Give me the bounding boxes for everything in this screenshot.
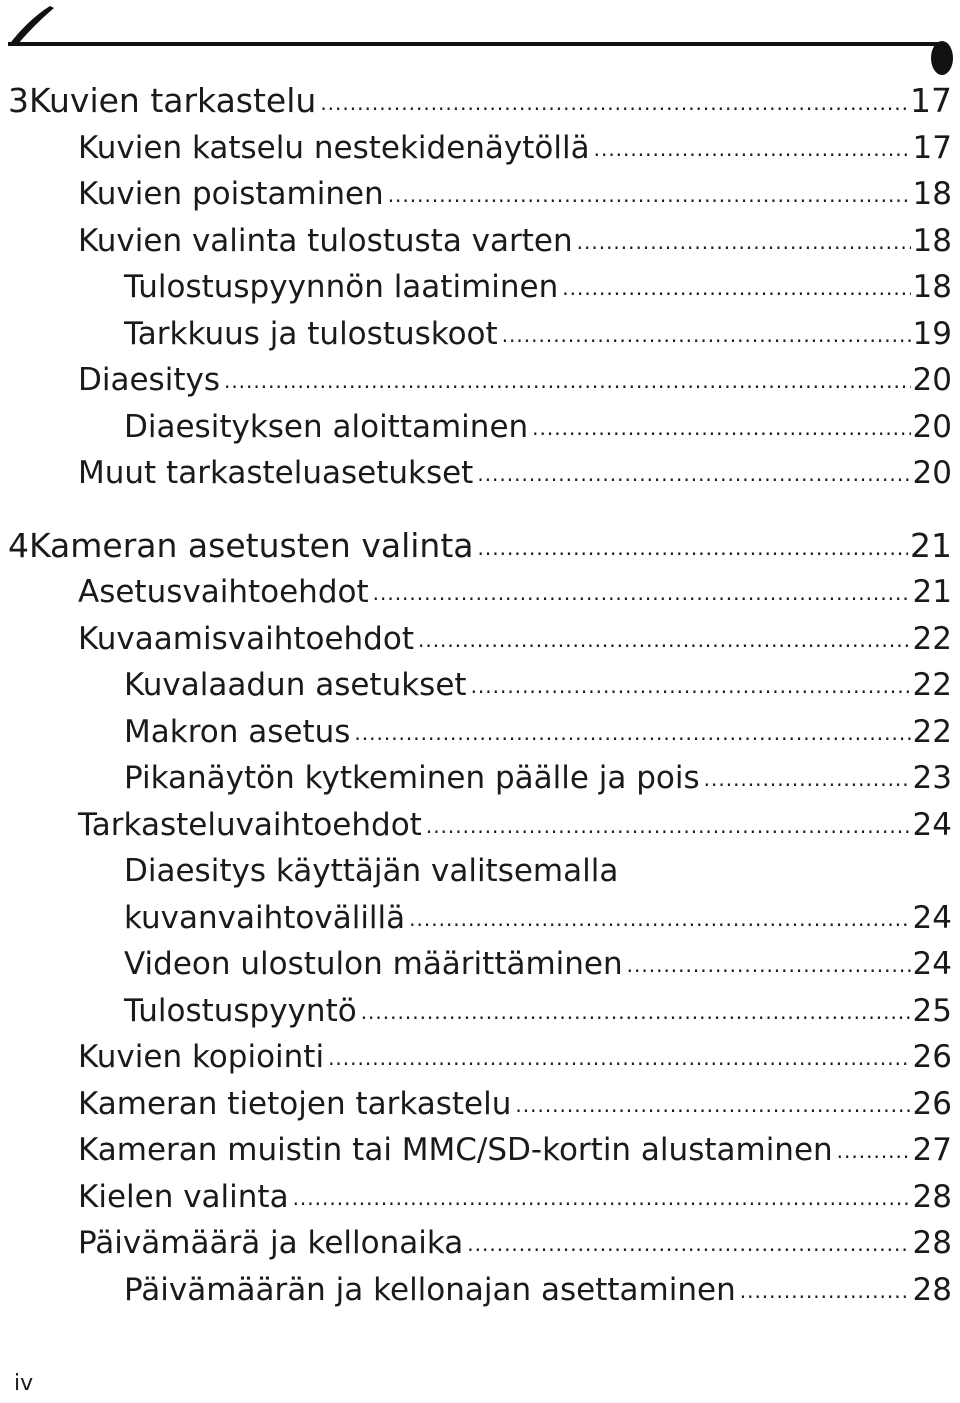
- toc-entry-row[interactable]: [78, 802, 952, 848]
- entry-title: Kuvaamisvaihtoehdot: [78, 620, 414, 657]
- page-number: 24: [912, 806, 952, 843]
- dot-leader: [328, 1035, 910, 1081]
- entry-title: Tulostuspyynnön laatiminen: [124, 269, 559, 305]
- toc-chapter-row[interactable]: [8, 523, 952, 569]
- toc-entry-row[interactable]: [124, 709, 952, 755]
- entry-title: Muut tarkasteluasetukset: [78, 455, 474, 491]
- dot-leader: [837, 1128, 911, 1174]
- toc-entry-row[interactable]: [78, 125, 952, 171]
- page-number: 18: [912, 176, 952, 212]
- toc-entry-row[interactable]: [78, 1034, 952, 1080]
- toc-entry-row[interactable]: [124, 1267, 952, 1313]
- toc-entry-row[interactable]: [124, 755, 952, 801]
- entry-title: Päivämäärän ja kellonajan asettaminen: [124, 1271, 736, 1308]
- page-number: 20: [912, 408, 952, 445]
- page-number: 18: [912, 222, 952, 259]
- toc-chapter-row[interactable]: [8, 78, 952, 124]
- dot-leader: [320, 80, 908, 126]
- dot-leader: [532, 405, 910, 451]
- page-number: 28: [912, 1271, 952, 1308]
- dot-leader: [740, 1268, 911, 1314]
- toc-entry-row[interactable]: [78, 450, 952, 496]
- dot-leader: [409, 896, 910, 942]
- toc-entry-row[interactable]: [78, 1174, 952, 1220]
- dot-leader: [224, 358, 911, 404]
- toc-entry-row[interactable]: [124, 264, 952, 310]
- page-number: 22: [912, 667, 952, 703]
- toc-entry-row[interactable]: [78, 1220, 952, 1266]
- entry-title: Kielen valinta: [78, 1178, 289, 1215]
- page-number: 20: [912, 362, 952, 398]
- entry-title: Diaesityksen aloittaminen: [124, 408, 529, 445]
- entry-title: Makron asetus: [124, 713, 351, 750]
- page-number: 28: [912, 1225, 952, 1261]
- page-number: 20: [912, 455, 952, 491]
- entry-title: Tarkasteluvaihtoehdot: [78, 806, 422, 843]
- header-line: [8, 42, 944, 46]
- entry-title: Kuvien katselu nestekidenäytöllä: [78, 129, 590, 166]
- entry-title: Videon ulostulon määrittäminen: [124, 946, 623, 982]
- page-number: 26: [912, 1085, 952, 1122]
- dot-leader: [477, 451, 910, 497]
- toc-entry-row[interactable]: [124, 988, 952, 1034]
- page-number: 26: [912, 1039, 952, 1075]
- page-number: 22: [912, 620, 952, 657]
- dot-leader: [418, 617, 911, 663]
- dot-leader: [426, 803, 911, 849]
- page-number: 28: [912, 1178, 952, 1215]
- dot-leader: [502, 312, 911, 358]
- toc-entry-row[interactable]: [124, 941, 952, 987]
- dot-leader: [373, 570, 911, 616]
- toc-entry-row[interactable]: [78, 616, 952, 662]
- entry-title: Kameran tietojen tarkastelu: [78, 1085, 512, 1122]
- dot-leader: [594, 126, 911, 172]
- page-number: 18: [912, 269, 952, 305]
- entry-title: Kuvalaadun asetukset: [124, 667, 467, 703]
- chapter-number: 4: [8, 525, 29, 565]
- page-number: 23: [912, 760, 952, 796]
- entry-title: Diaesitys: [78, 362, 220, 398]
- page-number: 21: [912, 574, 952, 610]
- toc-entry-row[interactable]: [78, 357, 952, 403]
- page-number: 17: [912, 129, 952, 166]
- toc-entry-row[interactable]: [78, 171, 952, 217]
- toc-entry-row[interactable]: [78, 218, 952, 264]
- toc-entry-row[interactable]: [78, 1081, 952, 1127]
- chapter-number: 3: [8, 81, 29, 120]
- toc-entry-row[interactable]: [78, 1127, 952, 1173]
- chapter-title: Kuvien tarkastelu: [29, 81, 317, 120]
- dot-leader: [704, 756, 911, 802]
- page-number: 19: [912, 315, 952, 352]
- page-number: 22: [912, 713, 952, 750]
- corner-swoosh: [8, 6, 54, 46]
- page-number: 21: [910, 525, 952, 565]
- dot-leader: [577, 219, 911, 265]
- toc-entry-row[interactable]: [124, 404, 952, 450]
- entry-title: kuvanvaihtovälillä: [124, 899, 406, 936]
- page-number: 27: [912, 1132, 952, 1168]
- page-number: 24: [912, 899, 952, 936]
- entry-title: Kameran muistin tai MMC/SD-kortin alustaminen: [78, 1132, 833, 1168]
- dot-leader: [478, 525, 908, 571]
- chapter-title: Kameran asetusten valinta: [29, 525, 474, 565]
- page-number: 25: [912, 992, 952, 1029]
- dot-leader: [562, 265, 910, 311]
- entry-title: Asetusvaihtoehdot: [78, 574, 369, 610]
- page-folio: iv: [14, 1371, 34, 1396]
- dot-leader: [293, 1175, 911, 1221]
- dot-leader: [515, 1082, 910, 1128]
- entry-title: Pikanäytön kytkeminen päälle ja pois: [124, 760, 700, 796]
- dot-leader: [467, 1221, 910, 1267]
- dot-leader: [627, 942, 911, 988]
- entry-title: Tarkkuus ja tulostuskoot: [124, 315, 498, 352]
- header-dot: [931, 41, 953, 75]
- toc-entry-row[interactable]: [124, 662, 952, 708]
- entry-title: Kuvien kopiointi: [78, 1039, 325, 1075]
- dot-leader: [471, 663, 911, 709]
- entry-title: Kuvien poistaminen: [78, 176, 384, 212]
- dot-leader: [354, 710, 910, 756]
- entry-title: Kuvien valinta tulostusta varten: [78, 222, 573, 259]
- toc-entry-row[interactable]: [124, 895, 952, 941]
- toc-entry-row[interactable]: [78, 569, 952, 615]
- entry-title: Tulostuspyyntö: [124, 992, 357, 1029]
- toc-entry-row[interactable]: [124, 311, 952, 357]
- entry-title: Päivämäärä ja kellonaika: [78, 1225, 464, 1261]
- page-number: 17: [910, 81, 952, 120]
- dot-leader: [388, 172, 911, 218]
- page-number: 24: [912, 946, 952, 982]
- dot-leader: [361, 989, 911, 1035]
- toc-entry-title-line: Diaesitys käyttäjän valitsemalla: [124, 853, 619, 889]
- header-rule: [0, 0, 960, 80]
